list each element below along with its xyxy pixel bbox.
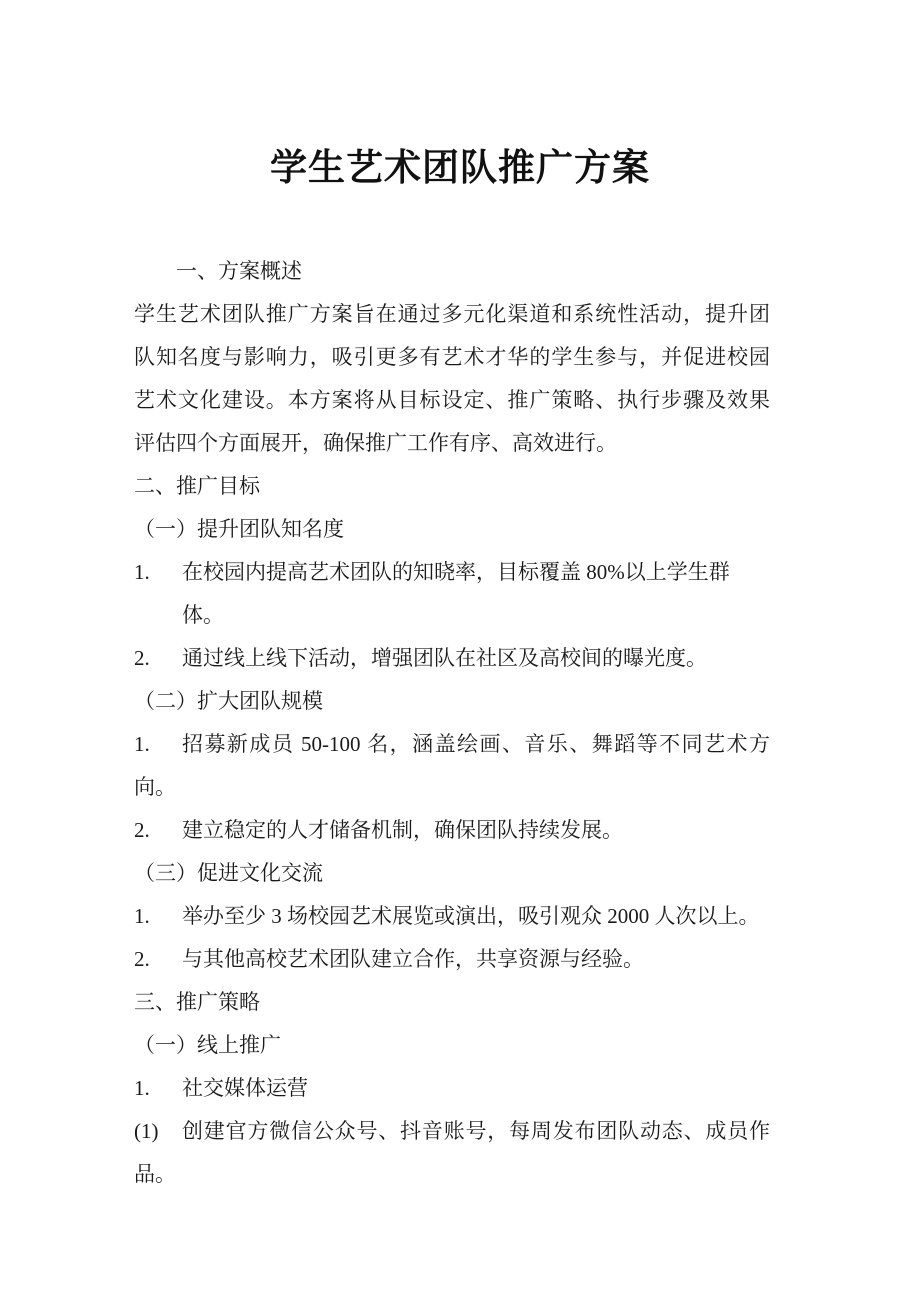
line-text: 招募新成员 50-100 名，涵盖绘画、音乐、舞蹈等不同艺术方 [182, 732, 770, 756]
document-line [134, 508, 770, 551]
line-text: （二）扩大团队规模 [134, 689, 323, 713]
document-line [134, 809, 770, 852]
line-text: （三）促进文化交流 [134, 861, 323, 885]
line-text: 向。 [134, 775, 176, 799]
document-line [134, 1024, 770, 1067]
document-line [134, 1110, 770, 1153]
list-number: 2. [134, 947, 150, 971]
line-text: 与其他高校艺术团队建立合作，共享资源与经验。 [182, 947, 644, 971]
document-line [134, 465, 770, 508]
document-line [134, 895, 770, 938]
document-line [134, 336, 770, 379]
document-line [134, 422, 770, 465]
line-text: 队知名度与影响力，吸引更多有艺术才华的学生参与，并促进校园 [134, 345, 770, 369]
line-text: 在校园内提高艺术团队的知晓率，目标覆盖 80%以上学生群体。 [182, 560, 730, 627]
list-number: 2. [134, 818, 150, 842]
document-line [134, 1067, 770, 1110]
document-line [134, 250, 770, 293]
line-text: 举办至少 3 场校园艺术展览或演出，吸引观众 2000 人次以上。 [182, 904, 760, 928]
line-text: 评估四个方面展开，确保推广工作有序、高效进行。 [134, 431, 617, 455]
list-number: 1. [134, 1076, 150, 1100]
document-line [134, 723, 770, 766]
line-text: 品。 [134, 1162, 176, 1186]
document-line [134, 852, 770, 895]
document-line [134, 379, 770, 422]
line-text: 通过线上线下活动，增强团队在社区及高校间的曝光度。 [182, 646, 707, 670]
document-body [134, 250, 770, 1196]
line-text: 一、方案概述 [176, 259, 302, 283]
list-number: 2. [134, 646, 150, 670]
line-text: 社交媒体运营 [182, 1076, 308, 1100]
line-text: 创建官方微信公众号、抖音账号，每周发布团队动态、成员作 [182, 1119, 770, 1143]
document-line [134, 637, 770, 680]
list-number: (1) [134, 1119, 159, 1143]
line-text: （一）线上推广 [134, 1033, 281, 1057]
line-text: （一）提升团队知名度 [134, 517, 344, 541]
list-number: 1. [134, 732, 150, 756]
list-number: 1. [134, 560, 150, 584]
document-line [134, 1153, 770, 1196]
line-text: 建立稳定的人才储备机制，确保团队持续发展。 [182, 818, 623, 842]
document-line [134, 766, 770, 809]
document-line [134, 680, 770, 723]
line-text: 艺术文化建设。本方案将从目标设定、推广策略、执行步骤及效果 [134, 388, 770, 412]
document-line [134, 293, 770, 336]
line-text: 二、推广目标 [134, 474, 260, 498]
document-line [134, 981, 770, 1024]
document-line [134, 938, 770, 981]
document-title: 学生艺术团队推广方案 [270, 147, 650, 188]
document-line [134, 551, 770, 637]
line-text: 三、推广策略 [134, 990, 260, 1014]
list-number: 1. [134, 904, 150, 928]
line-text: 学生艺术团队推广方案旨在通过多元化渠道和系统性活动，提升团 [134, 302, 770, 326]
